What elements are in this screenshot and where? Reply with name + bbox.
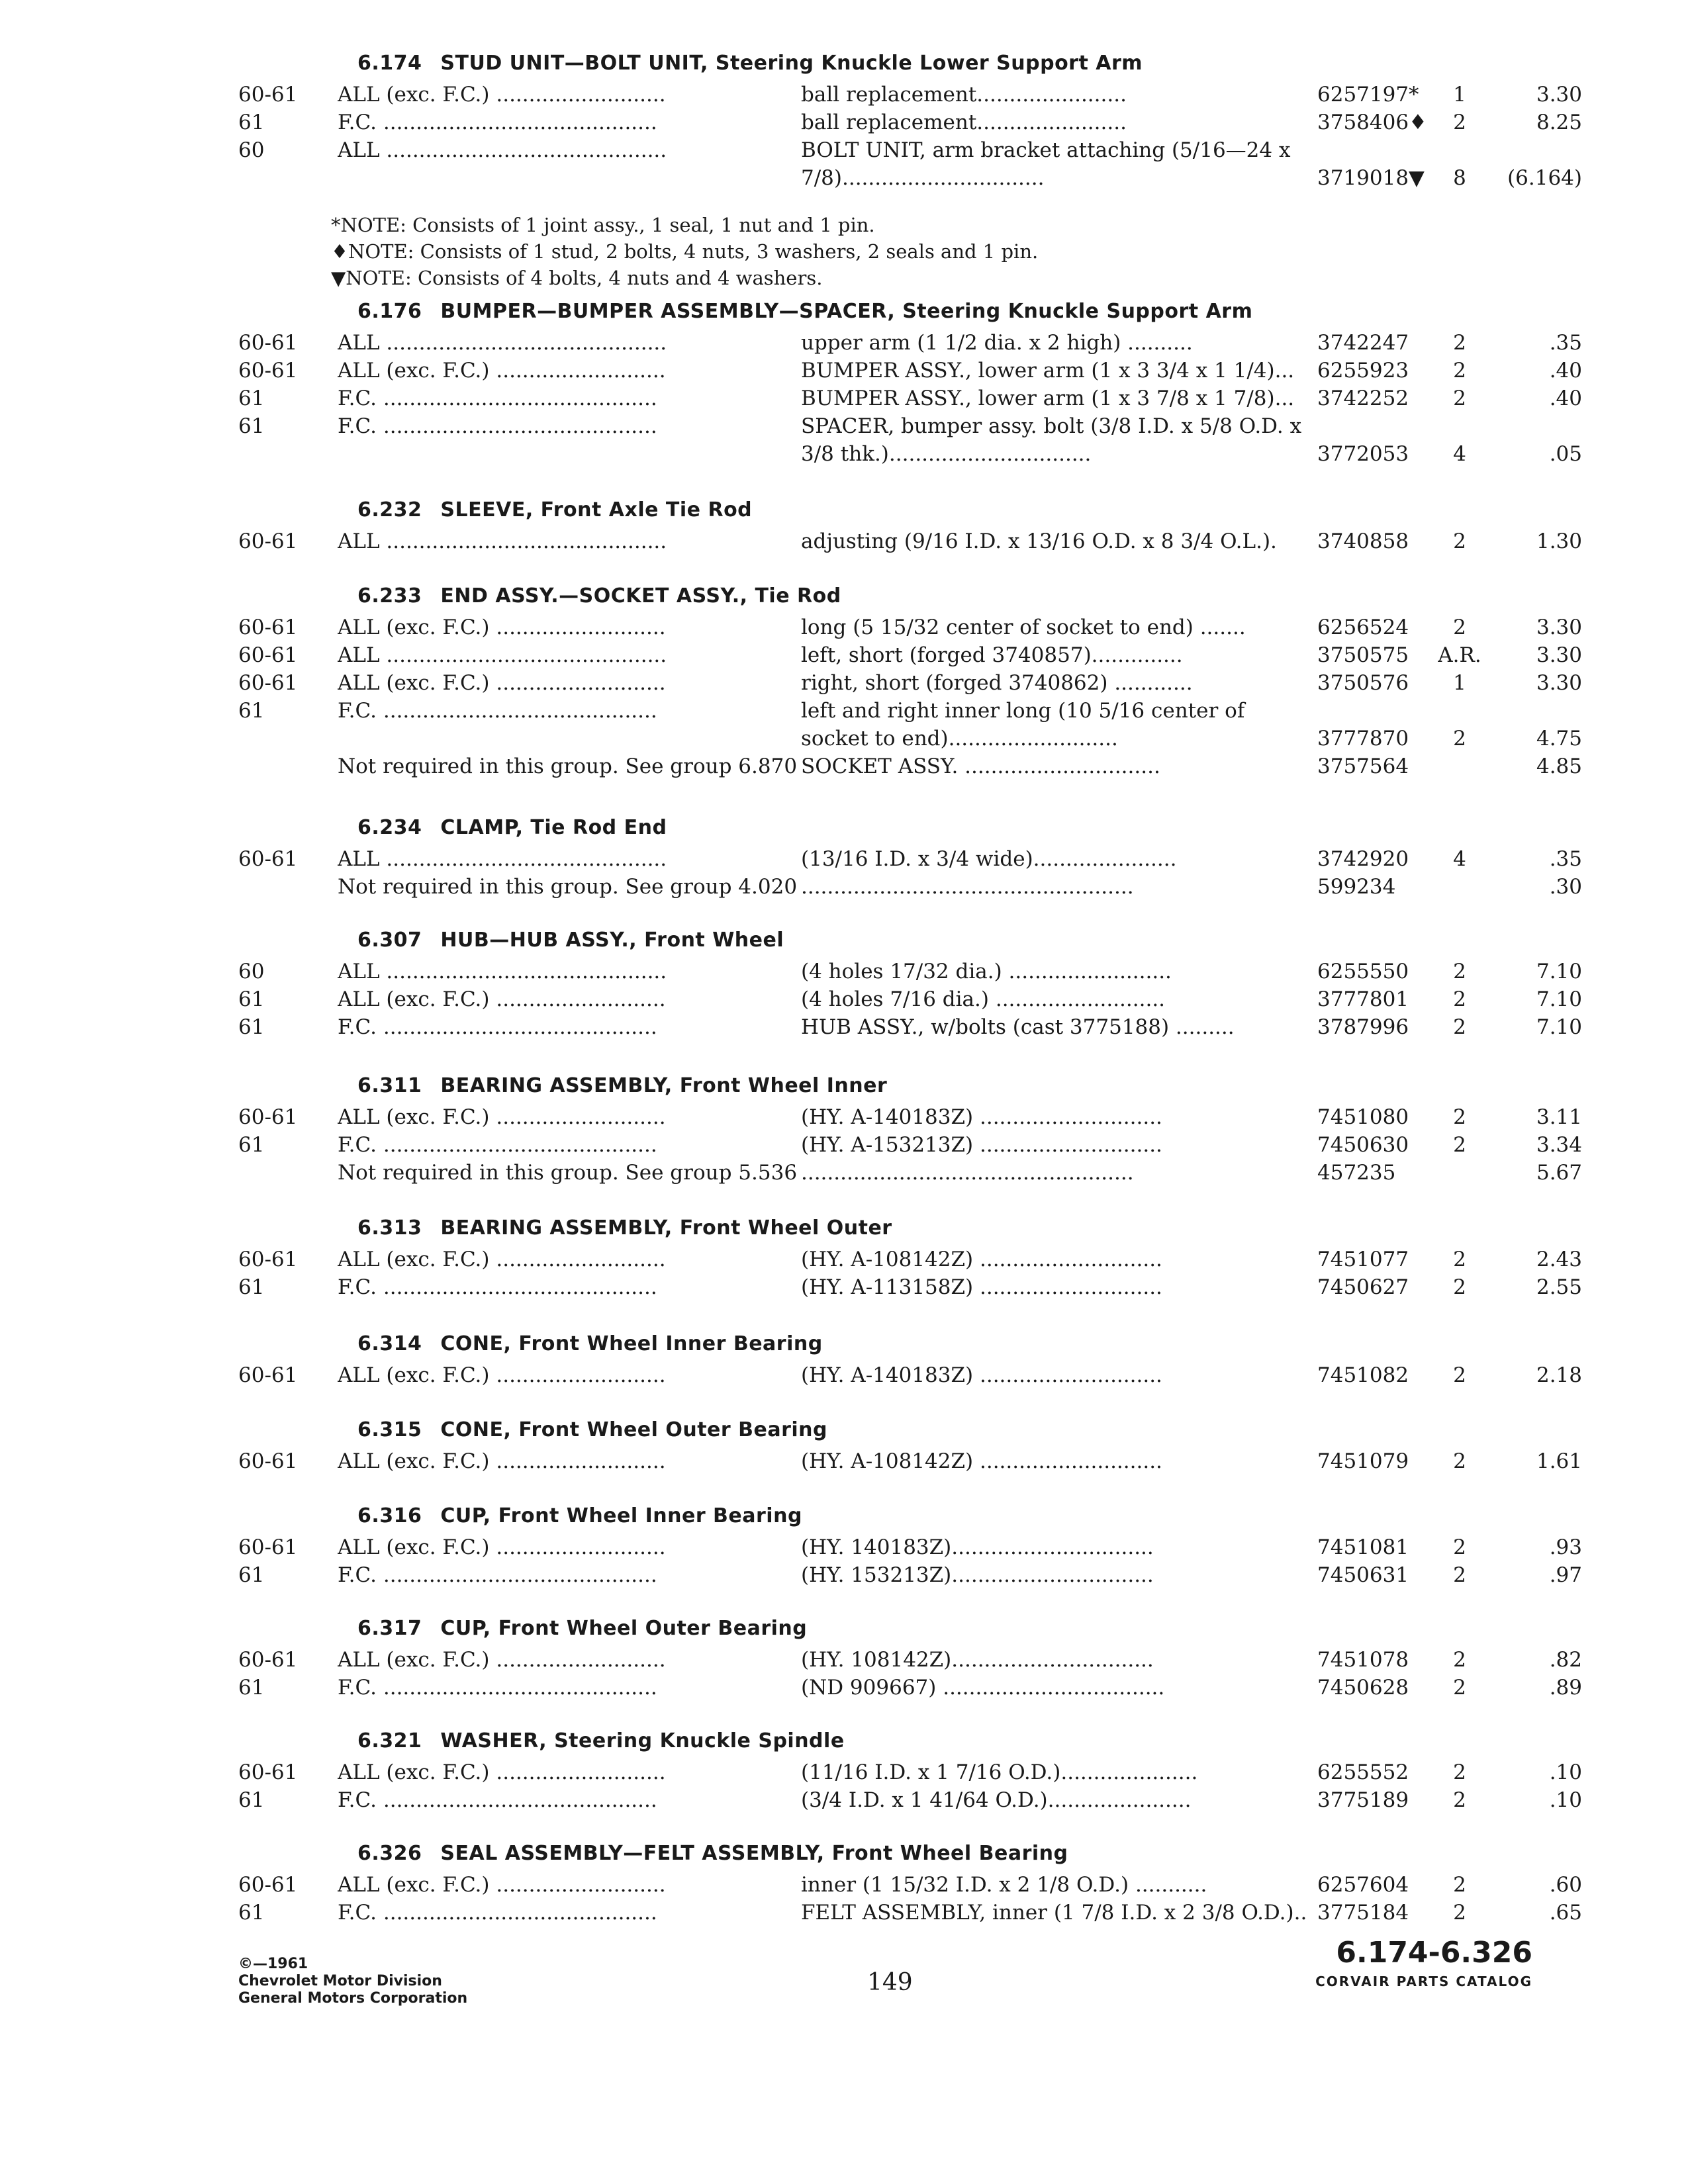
part-number: 3719018▼ xyxy=(1317,166,1425,190)
model-year: 61 xyxy=(238,1275,265,1299)
model-applicability: ALL (exc. F.C.) .......................... xyxy=(338,1363,666,1387)
section-heading xyxy=(357,1837,1556,1871)
model-applicability: Not required in this group. See group 5.536 xyxy=(338,1161,798,1185)
part-number: 457235 xyxy=(1317,1161,1396,1185)
quantity: 4 xyxy=(1453,442,1466,466)
part-row xyxy=(238,845,1582,873)
quantity: 2 xyxy=(1453,1275,1466,1299)
section-number: 6.314 xyxy=(357,1332,422,1355)
model-year: 61 xyxy=(238,699,265,723)
model-year: 60-61 xyxy=(238,1873,298,1897)
part-description: BOLT UNIT, arm bracket attaching (5/16—24 x 7/8)............................... xyxy=(801,138,1291,190)
list-price: .30 xyxy=(1549,875,1582,899)
section-number: 6.321 xyxy=(357,1729,422,1752)
catalog-section-6-307 xyxy=(238,923,1582,1041)
section-heading xyxy=(357,1413,1556,1447)
section-number: 6.316 xyxy=(357,1504,422,1527)
quantity: 2 xyxy=(1453,960,1466,983)
list-price: 4.75 xyxy=(1536,727,1582,751)
part-description: HUB ASSY., w/bolts (cast 3775188) ......... xyxy=(801,1015,1235,1039)
section-number: 6.232 xyxy=(357,498,422,522)
model-year: 60-61 xyxy=(238,1105,298,1129)
part-number: 6255552 xyxy=(1317,1760,1409,1784)
part-row xyxy=(238,669,1582,697)
model-applicability: F.C. .......................................... xyxy=(338,699,657,723)
quantity: 2 xyxy=(1453,1535,1466,1559)
part-description: left and right inner long (10 5/16 center of socket to end).......................... xyxy=(801,699,1245,751)
model-year: 60-61 xyxy=(238,1648,298,1672)
section-title: END ASSY.—SOCKET ASSY., Tie Rod xyxy=(440,584,841,608)
part-number: 3757564 xyxy=(1317,754,1409,778)
part-number: 3750576 xyxy=(1317,671,1409,695)
section-number: 6.326 xyxy=(357,1842,422,1865)
part-description: (3/4 I.D. x 1 41/64 O.D.)...................... xyxy=(801,1788,1192,1812)
section-heading xyxy=(357,811,1556,845)
part-number: 6255550 xyxy=(1317,960,1409,983)
part-description: left, short (forged 3740857).............. xyxy=(801,643,1183,667)
section-title: SEAL ASSEMBLY—FELT ASSEMBLY, Front Wheel Bearing xyxy=(440,1842,1068,1865)
catalog-section-6-233 xyxy=(238,579,1582,780)
model-applicability: ALL ........................................... xyxy=(338,643,667,667)
model-year: 60-61 xyxy=(238,1449,298,1473)
model-applicability: F.C. .......................................... xyxy=(338,111,657,134)
part-row xyxy=(238,1013,1582,1041)
list-price: .05 xyxy=(1549,442,1582,466)
model-applicability: ALL (exc. F.C.) .......................... xyxy=(338,83,666,107)
model-applicability: F.C. .......................................... xyxy=(338,1901,657,1925)
part-description: ................................................... xyxy=(801,875,1134,899)
catalog-name: CORVAIR PARTS CATALOG xyxy=(1315,1974,1532,1989)
model-applicability: F.C. .......................................... xyxy=(338,1676,657,1700)
part-number: 6257604 xyxy=(1317,1873,1409,1897)
part-number: 7450631 xyxy=(1317,1563,1409,1587)
section-title: CONE, Front Wheel Inner Bearing xyxy=(440,1332,823,1355)
part-description: (HY. A-153213Z) ............................ xyxy=(801,1133,1162,1157)
part-number: 3750575 xyxy=(1317,643,1409,667)
model-year: 61 xyxy=(238,1563,265,1587)
quantity: 1 xyxy=(1453,671,1466,695)
quantity: 2 xyxy=(1453,1105,1466,1129)
note-line: *NOTE: Consists of 1 joint assy., 1 seal, 1 nut and 1 pin. xyxy=(331,214,875,236)
part-description: FELT ASSEMBLY, inner (1 7/8 I.D. x 2 3/8 O.D.).. xyxy=(801,1901,1307,1925)
quantity: 2 xyxy=(1453,529,1466,553)
catalog-section-6-313 xyxy=(238,1211,1582,1301)
model-applicability: ALL ........................................... xyxy=(338,847,667,871)
model-year: 60 xyxy=(238,960,265,983)
section-heading xyxy=(357,1327,1556,1361)
part-description: (11/16 I.D. x 1 7/16 O.D.)..................... xyxy=(801,1760,1198,1784)
model-applicability: ALL ........................................... xyxy=(338,331,667,355)
section-title: BUMPER—BUMPER ASSEMBLY—SPACER, Steering Knuckle Support Arm xyxy=(440,300,1253,323)
quantity: 2 xyxy=(1453,111,1466,134)
part-row xyxy=(238,1786,1582,1814)
part-description: BUMPER ASSY., lower arm (1 x 3 3/4 x 1 1/4)... xyxy=(801,359,1295,383)
page-number: 149 xyxy=(867,1969,913,1996)
part-row xyxy=(238,136,1582,192)
model-applicability: F.C. .......................................... xyxy=(338,1275,657,1299)
catalog-section-6-314 xyxy=(238,1327,1582,1389)
list-price: .10 xyxy=(1549,1788,1582,1812)
list-price: 7.10 xyxy=(1536,960,1582,983)
section-heading xyxy=(357,493,1556,527)
quantity: 2 xyxy=(1453,1015,1466,1039)
part-row xyxy=(238,527,1582,555)
part-row xyxy=(238,641,1582,669)
footer-group-info xyxy=(1315,1936,1532,1989)
section-heading xyxy=(357,295,1556,329)
section-number: 6.234 xyxy=(357,816,422,839)
part-number: 3787996 xyxy=(1317,1015,1409,1039)
quantity: 2 xyxy=(1453,1788,1466,1812)
quantity: 4 xyxy=(1453,847,1466,871)
quantity: 2 xyxy=(1453,987,1466,1011)
part-number: 3777870 xyxy=(1317,727,1409,751)
model-year: 60-61 xyxy=(238,1363,298,1387)
part-description: (HY. A-140183Z) ............................ xyxy=(801,1105,1162,1129)
quantity: 2 xyxy=(1453,331,1466,355)
section-title: BEARING ASSEMBLY, Front Wheel Inner xyxy=(440,1074,888,1097)
catalog-section-6-315 xyxy=(238,1413,1582,1475)
part-description: (HY. 153213Z)............................... xyxy=(801,1563,1154,1587)
section-heading xyxy=(357,579,1556,614)
part-row xyxy=(238,1103,1582,1131)
part-row xyxy=(238,385,1582,412)
quantity: 2 xyxy=(1453,1248,1466,1271)
list-price: 3.30 xyxy=(1536,671,1582,695)
model-year: 60-61 xyxy=(238,1760,298,1784)
model-applicability: ALL (exc. F.C.) .......................... xyxy=(338,671,666,695)
section-title: BEARING ASSEMBLY, Front Wheel Outer xyxy=(440,1216,892,1240)
section-number: 6.315 xyxy=(357,1418,422,1441)
list-price: .40 xyxy=(1549,359,1582,383)
list-price: 2.55 xyxy=(1536,1275,1582,1299)
list-price: (6.164) xyxy=(1507,166,1582,190)
part-number: 7451077 xyxy=(1317,1248,1409,1271)
quantity: 2 xyxy=(1453,1676,1466,1700)
model-applicability: ALL (exc. F.C.) .......................... xyxy=(338,1873,666,1897)
model-applicability: ALL (exc. F.C.) .......................... xyxy=(338,1535,666,1559)
part-description: BUMPER ASSY., lower arm (1 x 3 7/8 x 1 7/8)... xyxy=(801,387,1295,410)
model-applicability: F.C. .......................................... xyxy=(338,414,657,438)
section-title: STUD UNIT—BOLT UNIT, Steering Knuckle Lower Support Arm xyxy=(440,52,1143,75)
footer-division: Chevrolet Motor Division xyxy=(238,1973,442,1989)
section-title: CONE, Front Wheel Outer Bearing xyxy=(440,1418,828,1441)
list-price: 5.67 xyxy=(1536,1161,1582,1185)
model-applicability: ALL (exc. F.C.) .......................... xyxy=(338,1760,666,1784)
model-applicability: Not required in this group. See group 4.020 xyxy=(338,875,798,899)
list-price: .97 xyxy=(1549,1563,1582,1587)
section-title: WASHER, Steering Knuckle Spindle xyxy=(440,1729,845,1752)
section-heading xyxy=(357,1069,1556,1103)
list-price: .89 xyxy=(1549,1676,1582,1700)
part-row xyxy=(238,412,1582,468)
quantity: 2 xyxy=(1453,615,1466,639)
part-row xyxy=(238,1899,1582,1927)
list-price: 3.11 xyxy=(1536,1105,1582,1129)
model-year: 61 xyxy=(238,414,265,438)
quantity: 1 xyxy=(1453,83,1466,107)
section-title: HUB—HUB ASSY., Front Wheel xyxy=(440,929,784,952)
list-price: .40 xyxy=(1549,387,1582,410)
part-description: SOCKET ASSY. .............................. xyxy=(801,754,1160,778)
part-description: SPACER, bumper assy. bolt (3/8 I.D. x 5/8 O.D. x 3/8 thk.)............................... xyxy=(801,414,1302,466)
part-description: long (5 15/32 center of socket to end) ....... xyxy=(801,615,1246,639)
model-year: 61 xyxy=(238,1133,265,1157)
model-year: 60-61 xyxy=(238,529,298,553)
part-description: (4 holes 7/16 dia.) .......................... xyxy=(801,987,1166,1011)
part-row xyxy=(238,1758,1582,1786)
part-row xyxy=(238,1674,1582,1702)
model-year: 61 xyxy=(238,1901,265,1925)
part-description: (HY. A-113158Z) ............................ xyxy=(801,1275,1162,1299)
list-price: 8.25 xyxy=(1536,111,1582,134)
model-applicability: ALL (exc. F.C.) .......................... xyxy=(338,1248,666,1271)
model-year: 60 xyxy=(238,138,265,162)
model-year: 61 xyxy=(238,987,265,1011)
model-year: 61 xyxy=(238,1676,265,1700)
model-applicability: ALL (exc. F.C.) .......................... xyxy=(338,1449,666,1473)
part-description: (13/16 I.D. x 3/4 wide)...................... xyxy=(801,847,1177,871)
section-title: SLEEVE, Front Axle Tie Rod xyxy=(440,498,753,522)
footer-publisher xyxy=(238,1956,467,2007)
footer-copyright: ©—1961 xyxy=(238,1956,308,1972)
list-price: .93 xyxy=(1549,1535,1582,1559)
section-heading xyxy=(357,1499,1556,1533)
quantity: 2 xyxy=(1453,359,1466,383)
note-line: ♦NOTE: Consists of 1 stud, 2 bolts, 4 nuts, 3 washers, 2 seals and 1 pin. xyxy=(331,240,1039,263)
model-year: 61 xyxy=(238,387,265,410)
part-number: 3772053 xyxy=(1317,442,1409,466)
part-number: 6256524 xyxy=(1317,615,1409,639)
part-number: 3777801 xyxy=(1317,987,1409,1011)
model-year: 61 xyxy=(238,1015,265,1039)
part-description: (ND 909667) .................................. xyxy=(801,1676,1165,1700)
model-applicability: ALL ........................................... xyxy=(338,138,667,162)
part-row xyxy=(238,958,1582,985)
part-number: 6257197* xyxy=(1317,83,1419,107)
section-number: 6.307 xyxy=(357,929,422,952)
part-row xyxy=(238,1561,1582,1589)
part-row xyxy=(238,1447,1582,1475)
footer-corporation: General Motors Corporation xyxy=(238,1990,468,2007)
section-number: 6.311 xyxy=(357,1074,422,1097)
part-number: 7450627 xyxy=(1317,1275,1409,1299)
quantity: 2 xyxy=(1453,1449,1466,1473)
section-heading xyxy=(357,1211,1556,1246)
part-description: ball replacement....................... xyxy=(801,83,1127,107)
model-year: 60-61 xyxy=(238,1535,298,1559)
model-applicability: ALL (exc. F.C.) .......................... xyxy=(338,1105,666,1129)
model-applicability: ALL ........................................... xyxy=(338,529,667,553)
quantity: 2 xyxy=(1453,387,1466,410)
list-price: .60 xyxy=(1549,1873,1582,1897)
list-price: 2.43 xyxy=(1536,1248,1582,1271)
model-year: 60-61 xyxy=(238,359,298,383)
catalog-section-6-326 xyxy=(238,1837,1582,1927)
part-row xyxy=(238,109,1582,136)
section-heading xyxy=(357,1612,1556,1646)
part-row xyxy=(238,1361,1582,1389)
model-applicability: ALL ........................................... xyxy=(338,960,667,983)
part-row xyxy=(238,1246,1582,1273)
part-description: (HY. A-108142Z) ............................ xyxy=(801,1449,1162,1473)
model-year: 60-61 xyxy=(238,331,298,355)
part-number: 3740858 xyxy=(1317,529,1409,553)
quantity: 8 xyxy=(1453,166,1466,190)
part-number: 3775184 xyxy=(1317,1901,1409,1925)
list-price: 3.30 xyxy=(1536,643,1582,667)
quantity: 2 xyxy=(1453,1901,1466,1925)
part-number: 7451079 xyxy=(1317,1449,1409,1473)
part-description: ball replacement....................... xyxy=(801,111,1127,134)
section-number: 6.176 xyxy=(357,300,422,323)
part-row xyxy=(238,985,1582,1013)
section-heading xyxy=(357,1724,1556,1758)
list-price: 1.61 xyxy=(1536,1449,1582,1473)
part-row xyxy=(238,1533,1582,1561)
quantity: 2 xyxy=(1453,1648,1466,1672)
model-year: 60-61 xyxy=(238,83,298,107)
catalog-section-6-316 xyxy=(238,1499,1582,1589)
model-applicability: F.C. .......................................... xyxy=(338,1015,657,1039)
model-year: 60-61 xyxy=(238,1248,298,1271)
list-price: .35 xyxy=(1549,331,1582,355)
part-row xyxy=(238,1646,1582,1674)
model-applicability: F.C. .......................................... xyxy=(338,1788,657,1812)
list-price: 3.34 xyxy=(1536,1133,1582,1157)
list-price: 2.18 xyxy=(1536,1363,1582,1387)
part-row xyxy=(238,1159,1582,1187)
part-row xyxy=(238,614,1582,641)
group-range: 6.174-6.326 xyxy=(1336,1936,1532,1970)
list-price: .10 xyxy=(1549,1760,1582,1784)
model-applicability: Not required in this group. See group 6.870 xyxy=(338,754,798,778)
section-number: 6.174 xyxy=(357,52,422,75)
model-applicability: ALL (exc. F.C.) .......................... xyxy=(338,359,666,383)
model-applicability: F.C. .......................................... xyxy=(338,1563,657,1587)
part-number: 3758406♦ xyxy=(1317,111,1427,134)
part-description: inner (1 15/32 I.D. x 2 1/8 O.D.) ........... xyxy=(801,1873,1207,1897)
section-heading xyxy=(357,923,1556,958)
catalog-section-6-174 xyxy=(238,46,1582,291)
part-description: (HY. A-140183Z) ............................ xyxy=(801,1363,1162,1387)
part-row xyxy=(238,329,1582,357)
part-description: ................................................... xyxy=(801,1161,1134,1185)
list-price: 1.30 xyxy=(1536,529,1582,553)
quantity: 2 xyxy=(1453,1133,1466,1157)
section-title: CLAMP, Tie Rod End xyxy=(440,816,667,839)
part-row xyxy=(238,697,1582,752)
model-applicability: F.C. .......................................... xyxy=(338,387,657,410)
part-row xyxy=(238,1131,1582,1159)
list-price: 7.10 xyxy=(1536,1015,1582,1039)
part-number: 7450628 xyxy=(1317,1676,1409,1700)
quantity: 2 xyxy=(1453,1563,1466,1587)
section-notes xyxy=(331,212,1556,291)
catalog-section-6-232 xyxy=(238,493,1582,555)
list-price: 3.30 xyxy=(1536,83,1582,107)
model-year: 61 xyxy=(238,1788,265,1812)
part-number: 599234 xyxy=(1317,875,1396,899)
section-number: 6.233 xyxy=(357,584,422,608)
quantity: 2 xyxy=(1453,1363,1466,1387)
model-year: 61 xyxy=(238,111,265,134)
catalog-section-6-311 xyxy=(238,1069,1582,1187)
part-number: 7451078 xyxy=(1317,1648,1409,1672)
catalog-section-6-176 xyxy=(238,295,1582,468)
model-applicability: ALL (exc. F.C.) .......................... xyxy=(338,987,666,1011)
part-row xyxy=(238,752,1582,780)
section-title: CUP, Front Wheel Outer Bearing xyxy=(440,1617,808,1640)
part-row xyxy=(238,81,1582,109)
model-year: 60-61 xyxy=(238,847,298,871)
list-price: 4.85 xyxy=(1536,754,1582,778)
part-number: 3742920 xyxy=(1317,847,1409,871)
model-year: 60-61 xyxy=(238,615,298,639)
part-number: 7451081 xyxy=(1317,1535,1409,1559)
part-row xyxy=(238,1871,1582,1899)
note-line: ▼NOTE: Consists of 4 bolts, 4 nuts and 4 washers. xyxy=(331,267,823,289)
model-applicability: ALL (exc. F.C.) .......................... xyxy=(338,615,666,639)
part-row xyxy=(238,873,1582,901)
part-description: upper arm (1 1/2 dia. x 2 high) .......... xyxy=(801,331,1193,355)
part-number: 7451080 xyxy=(1317,1105,1409,1129)
section-heading xyxy=(357,46,1556,81)
part-description: (4 holes 17/32 dia.) ......................... xyxy=(801,960,1172,983)
part-number: 7450630 xyxy=(1317,1133,1409,1157)
part-description: (HY. A-108142Z) ............................ xyxy=(801,1248,1162,1271)
part-number: 3775189 xyxy=(1317,1788,1409,1812)
part-number: 6255923 xyxy=(1317,359,1409,383)
section-number: 6.313 xyxy=(357,1216,422,1240)
list-price: 3.30 xyxy=(1536,615,1582,639)
model-applicability: ALL (exc. F.C.) .......................... xyxy=(338,1648,666,1672)
part-number: 3742252 xyxy=(1317,387,1409,410)
list-price: .35 xyxy=(1549,847,1582,871)
catalog-section-6-234 xyxy=(238,811,1582,901)
quantity: 2 xyxy=(1453,1873,1466,1897)
part-description: adjusting (9/16 I.D. x 13/16 O.D. x 8 3/4 O.L.). xyxy=(801,529,1277,553)
part-number: 7451082 xyxy=(1317,1363,1409,1387)
catalog-section-6-317 xyxy=(238,1612,1582,1702)
catalog-section-6-321 xyxy=(238,1724,1582,1814)
section-number: 6.317 xyxy=(357,1617,422,1640)
model-year: 60-61 xyxy=(238,671,298,695)
part-row xyxy=(238,1273,1582,1301)
model-applicability: F.C. .......................................... xyxy=(338,1133,657,1157)
list-price: .65 xyxy=(1549,1901,1582,1925)
list-price: .82 xyxy=(1549,1648,1582,1672)
section-title: CUP, Front Wheel Inner Bearing xyxy=(440,1504,802,1527)
part-description: (HY. 140183Z)............................... xyxy=(801,1535,1154,1559)
part-row xyxy=(238,357,1582,385)
quantity: 2 xyxy=(1453,727,1466,751)
part-description: right, short (forged 3740862) ............ xyxy=(801,671,1193,695)
quantity: A.R. xyxy=(1438,643,1481,667)
part-description: (HY. 108142Z)............................... xyxy=(801,1648,1154,1672)
quantity: 2 xyxy=(1453,1760,1466,1784)
part-number: 3742247 xyxy=(1317,331,1409,355)
list-price: 7.10 xyxy=(1536,987,1582,1011)
model-year: 60-61 xyxy=(238,643,298,667)
